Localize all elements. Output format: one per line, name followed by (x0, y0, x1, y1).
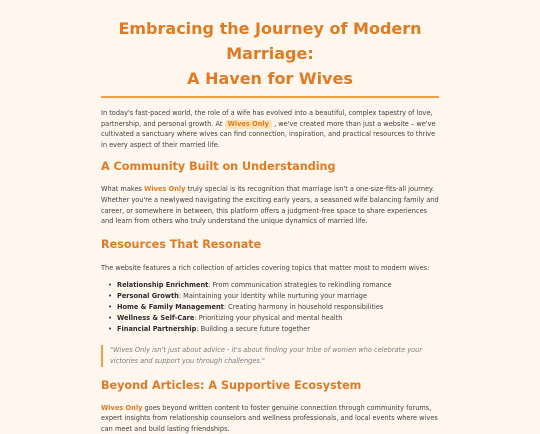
list-item-desc: : Building a secure future together (196, 325, 311, 334)
article (101, 16, 439, 434)
list-item-desc: : Prioritizing your physical and mental health (194, 314, 343, 323)
brand-name: Wives Only (144, 185, 186, 194)
section-heading-resources: Resources That Resonate (101, 237, 262, 251)
list-item-desc: : Creating harmony in household responsibilities (223, 303, 384, 312)
intro-paragraph (101, 108, 439, 150)
list-item-term: Personal Growth (117, 292, 179, 301)
title-line-2: A Haven for Wives (187, 69, 353, 88)
list-item (108, 302, 439, 313)
pull-quote: "Wives Only isn't just about advice - it's about finding your tribe of women who celebrate your victories and support you through challenges." (101, 345, 439, 366)
list-item-term: Home & Family Management (117, 303, 224, 312)
community-text-after: truly special is its recognition that marriage isn't a one-size-fits-all journey. Whether you're a newlywed navigating the exciting early years, a seasoned wife balancing family and career, or somewhere in between, this platform offers a judgment-free space to share experiences and learn from others who truly understand the unique dynamics of married life. (101, 185, 439, 226)
list-item (108, 291, 439, 302)
beyond-paragraph (101, 403, 439, 434)
beyond-text-after: goes beyond written content to foster genuine connection through community forums, expert insights from relationship counselors and wellness professionals, and local events where wives can meet and build lasting friendships. (101, 403, 438, 433)
community-text-before: What makes (101, 185, 145, 194)
intro-text-before: In today's fast-paced world, the role of a wife has evolved into a beautiful, complex tapestry of love, partnership, and personal growth. At (101, 109, 433, 128)
title-divider (101, 96, 439, 98)
community-paragraph (101, 184, 439, 226)
bullet-icon: • (108, 303, 113, 312)
bullet-icon: • (108, 292, 113, 301)
bullet-icon: • (108, 281, 113, 290)
list-item-desc: : From communication strategies to rekindling romance (208, 281, 392, 290)
list-item-desc: : Maintaining your identity while nurturing your marriage (178, 292, 368, 301)
title-line-1: Embracing the Journey of Modern Marriage: (118, 19, 422, 63)
resources-intro: The website features a rich collection of articles covering topics that matter most to modern wives: (101, 263, 430, 272)
brand-name: Wives Only (101, 403, 143, 412)
list-item (108, 324, 439, 335)
list-item-term: Relationship Enrichment (117, 281, 209, 290)
section-heading-community: A Community Built on Understanding (101, 160, 336, 174)
list-item (108, 313, 439, 324)
list-item-term: Wellness & Self-Care (117, 314, 195, 323)
intro-text-after: , we've created more than just a website – we've cultivated a sanctuary where wives can find connection, inspiration, and practical resources to thrive in every aspect of their married life. (101, 119, 436, 149)
list-item (108, 280, 439, 291)
brand-highlight: Wives Only (225, 120, 272, 129)
list-item-term: Financial Partnership (117, 325, 197, 334)
page-title (101, 16, 439, 91)
section-heading-beyond: Beyond Articles: A Supportive Ecosystem (101, 378, 362, 392)
bullet-icon: • (108, 314, 113, 323)
resources-list (101, 280, 439, 335)
bullet-icon: • (108, 325, 113, 334)
